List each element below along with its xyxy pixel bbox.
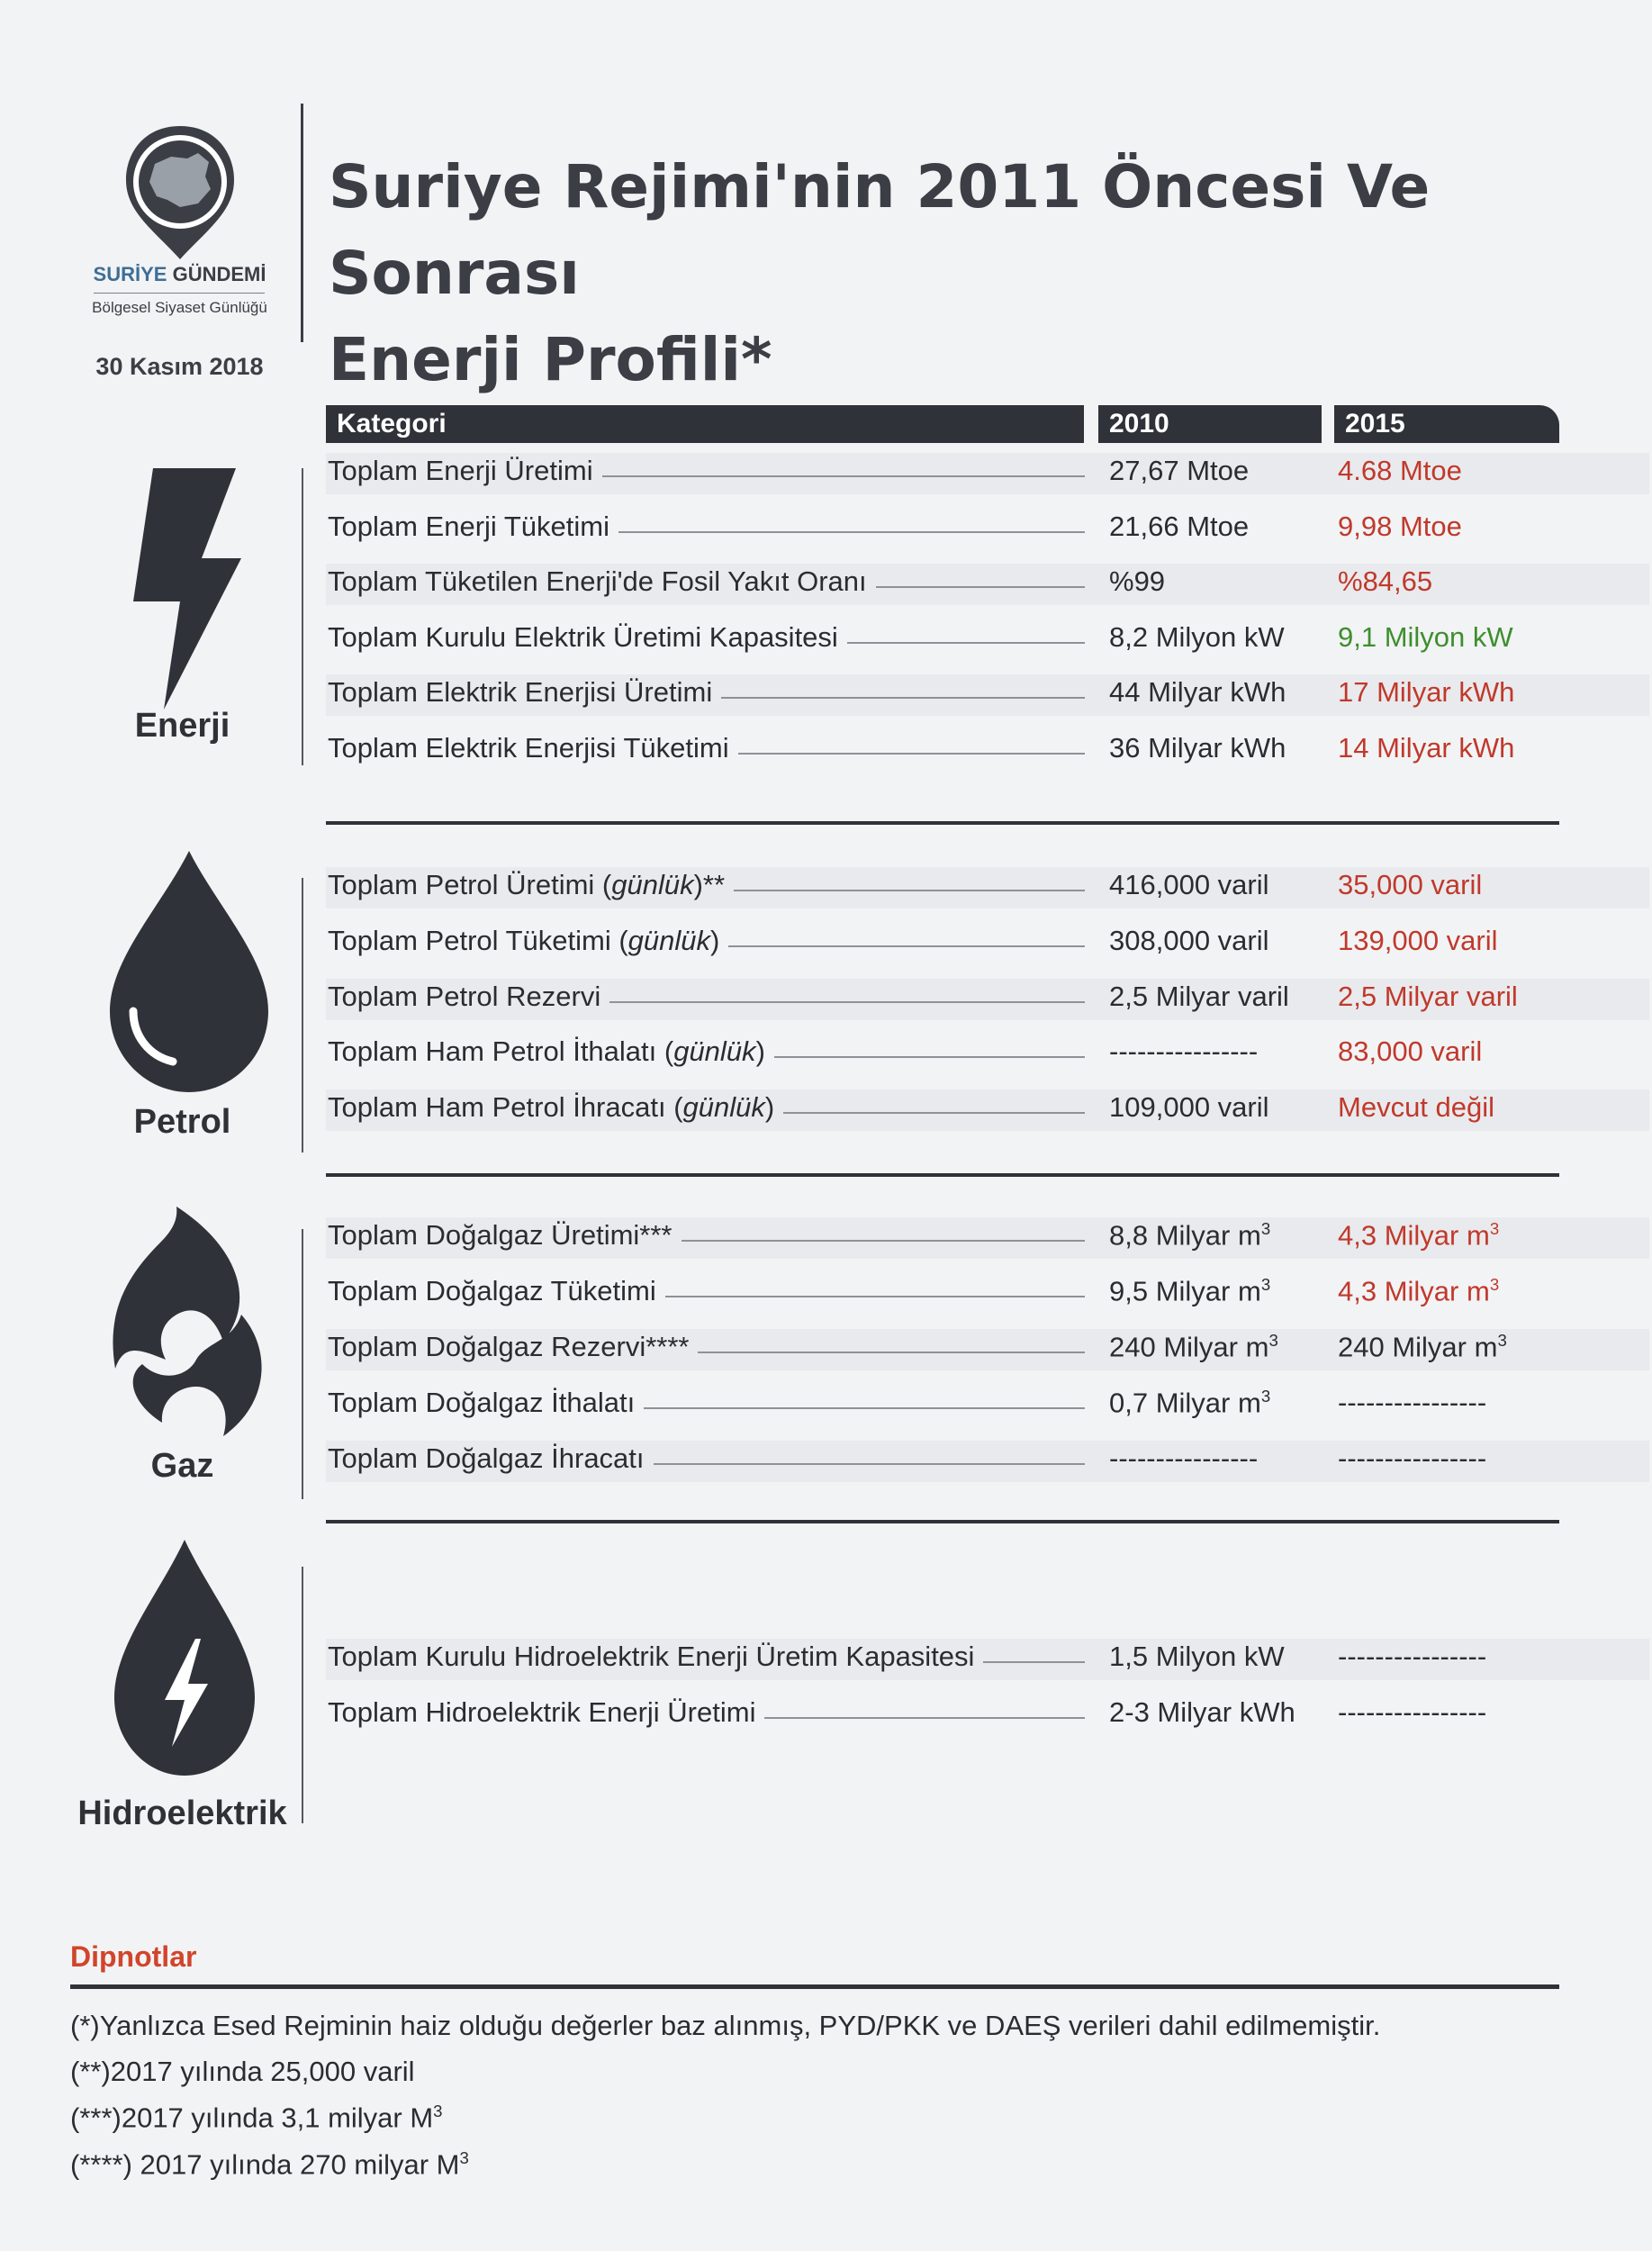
value-2010 (1109, 1387, 1270, 1419)
row-label-text: Toplam Ham Petrol İhracatı ( (328, 1091, 683, 1124)
brand-divider (94, 293, 265, 294)
value-2015 (1338, 1091, 1494, 1124)
value-2010 (1109, 1035, 1258, 1068)
value-2010-superscript: 3 (1260, 1219, 1271, 1238)
value-2015 (1338, 676, 1514, 709)
footnote-text: (****) 2017 yılında 270 milyar M (70, 2148, 460, 2181)
brand-part2: GÜNDEMİ (172, 263, 266, 285)
row-label (328, 676, 721, 709)
value-2010-text: 44 Milyar kWh (1109, 676, 1286, 709)
value-2015-text: 4,3 Milyar m (1338, 1219, 1490, 1252)
value-2010 (1109, 1696, 1295, 1729)
row-label (328, 1091, 783, 1124)
value-2015 (1338, 565, 1432, 598)
value-2015-superscript: 3 (1497, 1331, 1507, 1350)
value-2010-text: 36 Milyar kWh (1109, 732, 1286, 764)
row-label-text: Toplam Enerji Tüketimi (328, 510, 609, 542)
row-label-text: Toplam Elektrik Enerjisi Üretimi (328, 676, 713, 709)
row-label (328, 511, 618, 543)
row-label (328, 1696, 764, 1729)
value-2015 (1338, 981, 1518, 1013)
value-2010-text: 8,8 Milyar m (1109, 1219, 1261, 1252)
row-label-italic: günlük (673, 1035, 756, 1068)
value-2010-superscript: 3 (1260, 1275, 1271, 1294)
row-label (328, 925, 728, 957)
title-line-1: Suriye Rejimi'nin 2011 Öncesi Ve Sonrası (329, 152, 1431, 308)
row-label (328, 455, 602, 487)
row-label-text: Toplam Enerji Üretimi (328, 455, 593, 486)
value-2015 (1338, 1696, 1486, 1729)
value-2015 (1338, 1331, 1507, 1363)
brand-subtitle: Bölgesel Siyaset Günlüğü (92, 299, 267, 316)
footnotes-title: Dipnotlar (70, 1940, 197, 1973)
value-2010-text: 109,000 varil (1109, 1091, 1269, 1124)
section-separator (326, 1173, 1559, 1177)
row-label-text: Toplam Doğalgaz Üretimi*** (328, 1219, 673, 1251)
row-label-tail: )** (693, 869, 726, 900)
row-label (328, 869, 734, 901)
value-2010-superscript: 3 (1268, 1331, 1278, 1350)
value-2015-text: %84,65 (1338, 565, 1433, 598)
value-2010-text: 9,5 Milyar m (1109, 1275, 1261, 1307)
value-2010-text: 2,5 Milyar varil (1109, 980, 1289, 1012)
value-2010-text: 1,5 Milyon kW (1109, 1641, 1285, 1672)
value-2015 (1338, 1219, 1499, 1252)
value-2015 (1338, 925, 1498, 957)
section-label-enerji: Enerji (134, 707, 230, 745)
value-2010-text: ---------------- (1109, 1035, 1259, 1068)
title-line-2: Enerji Profili* (329, 325, 772, 394)
value-2010 (1109, 1331, 1278, 1363)
row-label (328, 1275, 665, 1307)
logo (90, 117, 270, 275)
value-2015-text: 240 Milyar m (1338, 1331, 1498, 1363)
value-2010 (1109, 621, 1285, 654)
value-2015-text: 2,5 Milyar varil (1338, 980, 1518, 1012)
row-label-text: Toplam Doğalgaz İthalatı (328, 1387, 636, 1418)
brand-part1: SURİYE (93, 263, 167, 285)
value-2010-text: 416,000 varil (1109, 869, 1269, 900)
value-2010 (1109, 1442, 1258, 1475)
value-2015-superscript: 3 (1489, 1275, 1500, 1294)
value-2010-text: 240 Milyar m (1109, 1331, 1269, 1363)
row-label-italic: günlük (627, 924, 711, 956)
row-label-italic: günlük (611, 869, 694, 900)
value-2010-text: 27,67 Mtoe (1109, 455, 1250, 486)
value-2010 (1109, 455, 1249, 487)
footnote-superscript: 3 (433, 2102, 443, 2120)
value-2015-text: 83,000 varil (1338, 1035, 1483, 1068)
value-2015-text: 9,1 Milyon kW (1338, 620, 1513, 653)
oil-drop-icon (108, 851, 270, 1098)
footnote-item (70, 2102, 443, 2134)
value-2015 (1338, 1035, 1482, 1068)
value-2015-text: ---------------- (1338, 1387, 1487, 1418)
value-2015-text: 17 Milyar kWh (1338, 676, 1515, 709)
row-label-italic: günlük (682, 1091, 765, 1124)
value-2010 (1109, 1275, 1270, 1307)
section-divider-vertical (302, 1229, 303, 1499)
header-divider (301, 104, 303, 342)
value-2010-text: 21,66 Mtoe (1109, 510, 1250, 542)
section-separator (326, 821, 1559, 825)
value-2010 (1109, 981, 1289, 1013)
value-2015 (1338, 1387, 1486, 1419)
value-2015 (1338, 1641, 1486, 1673)
row-label (328, 1035, 774, 1068)
row-label (328, 621, 847, 654)
value-2015-text: 139,000 varil (1338, 924, 1498, 956)
value-2010 (1109, 1219, 1270, 1252)
value-2015 (1338, 1442, 1486, 1475)
row-label (328, 1442, 654, 1475)
row-label-text: Toplam Doğalgaz Tüketimi (328, 1275, 656, 1306)
section-divider-vertical (302, 468, 303, 765)
value-2010-text: ---------------- (1109, 1442, 1259, 1474)
row-label (328, 1331, 698, 1363)
value-2015-text: ---------------- (1338, 1641, 1487, 1672)
row-label-tail: ) (710, 924, 720, 956)
value-2010-text: 2-3 Milyar kWh (1109, 1696, 1295, 1728)
value-2015 (1338, 869, 1482, 901)
brand-name (83, 263, 276, 286)
value-2010-text: 8,2 Milyon kW (1109, 620, 1285, 653)
section-label-petrol: Petrol (133, 1103, 231, 1141)
row-label-text: Toplam Petrol Rezervi (328, 980, 601, 1012)
value-2015 (1338, 455, 1462, 487)
column-header-2010: 2010 (1098, 405, 1322, 443)
row-label (328, 565, 876, 598)
value-2015-text: 4.68 Mtoe (1338, 455, 1462, 486)
value-2015-text: 9,98 Mtoe (1338, 510, 1462, 542)
lightning-icon (126, 468, 243, 716)
row-label-text: Toplam Petrol Üretimi ( (328, 869, 612, 900)
row-label-text: Toplam Kurulu Hidroelektrik Enerji Üretim Kapasitesi (328, 1641, 975, 1672)
hydro-drop-icon (113, 1540, 257, 1783)
value-2010-text: 308,000 varil (1109, 924, 1269, 956)
row-label-text: Toplam Doğalgaz İhracatı (328, 1442, 645, 1474)
value-2010 (1109, 1091, 1269, 1124)
section-label-gaz: Gaz (150, 1447, 214, 1485)
value-2015-superscript: 3 (1489, 1219, 1500, 1238)
row-label-tail: ) (755, 1035, 765, 1068)
section-divider-vertical (302, 878, 303, 1153)
value-2015 (1338, 511, 1462, 543)
row-label-text: Toplam Hidroelektrik Enerji Üretimi (328, 1696, 756, 1728)
section-label-hidroelektrik: Hidroelektrik (77, 1794, 287, 1832)
section-divider-vertical (302, 1567, 303, 1823)
value-2010 (1109, 565, 1165, 598)
row-label-text: Toplam Kurulu Elektrik Üretimi Kapasitesi (328, 620, 838, 653)
row-label-tail: ) (764, 1091, 775, 1124)
row-label-text: Toplam Tüketilen Enerji'de Fosil Yakıt Oranı (328, 565, 867, 598)
value-2010-superscript: 3 (1260, 1387, 1271, 1406)
value-2015-text: Mevcut değil (1338, 1091, 1495, 1124)
footnote-item (70, 2148, 469, 2181)
flame-icon (106, 1207, 273, 1445)
page-title (329, 144, 1652, 403)
value-2015 (1338, 732, 1514, 764)
row-label (328, 1219, 682, 1252)
footnote-item (70, 2056, 415, 2088)
row-label (328, 981, 609, 1013)
value-2010 (1109, 511, 1249, 543)
value-2010-text: 0,7 Milyar m (1109, 1387, 1261, 1419)
row-label-text: Toplam Petrol Tüketimi ( (328, 924, 628, 956)
footnote-item (70, 2010, 1380, 2042)
value-2015 (1338, 1275, 1499, 1307)
value-2010 (1109, 869, 1269, 901)
map-pin-icon (90, 117, 270, 270)
value-2010 (1109, 732, 1286, 764)
column-header-2015: 2015 (1334, 405, 1559, 443)
row-label (328, 1641, 983, 1673)
value-2015-text: ---------------- (1338, 1442, 1487, 1474)
value-2015-text: ---------------- (1338, 1696, 1487, 1728)
row-label (328, 732, 738, 764)
footnote-superscript: 3 (459, 2148, 469, 2167)
footnote-text: (***)2017 yılında 3,1 milyar M (70, 2102, 434, 2134)
value-2010 (1109, 925, 1269, 957)
section-separator (326, 1520, 1559, 1523)
publish-date: 30 Kasım 2018 (95, 353, 264, 380)
column-header-category: Kategori (326, 405, 1084, 443)
footnotes-divider (70, 1984, 1559, 1989)
row-label-text: Toplam Ham Petrol İthalatı ( (328, 1035, 674, 1068)
value-2010 (1109, 1641, 1285, 1673)
value-2010-text: %99 (1109, 565, 1166, 598)
row-label-text: Toplam Doğalgaz Rezervi**** (328, 1331, 690, 1362)
value-2015 (1338, 621, 1513, 654)
footnote-text: (*)Yanlızca Esed Rejminin haiz olduğu değerler baz alınmış, PYD/PKK ve DAEŞ verileri dahil edilmemiştir. (70, 2010, 1381, 2041)
footnote-text: (**)2017 yılında 25,000 varil (70, 2056, 415, 2087)
value-2015-text: 35,000 varil (1338, 869, 1483, 900)
value-2015-text: 4,3 Milyar m (1338, 1275, 1490, 1307)
value-2015-text: 14 Milyar kWh (1338, 732, 1515, 764)
row-label (328, 1387, 644, 1419)
row-label-text: Toplam Elektrik Enerjisi Tüketimi (328, 732, 729, 764)
value-2010 (1109, 676, 1286, 709)
